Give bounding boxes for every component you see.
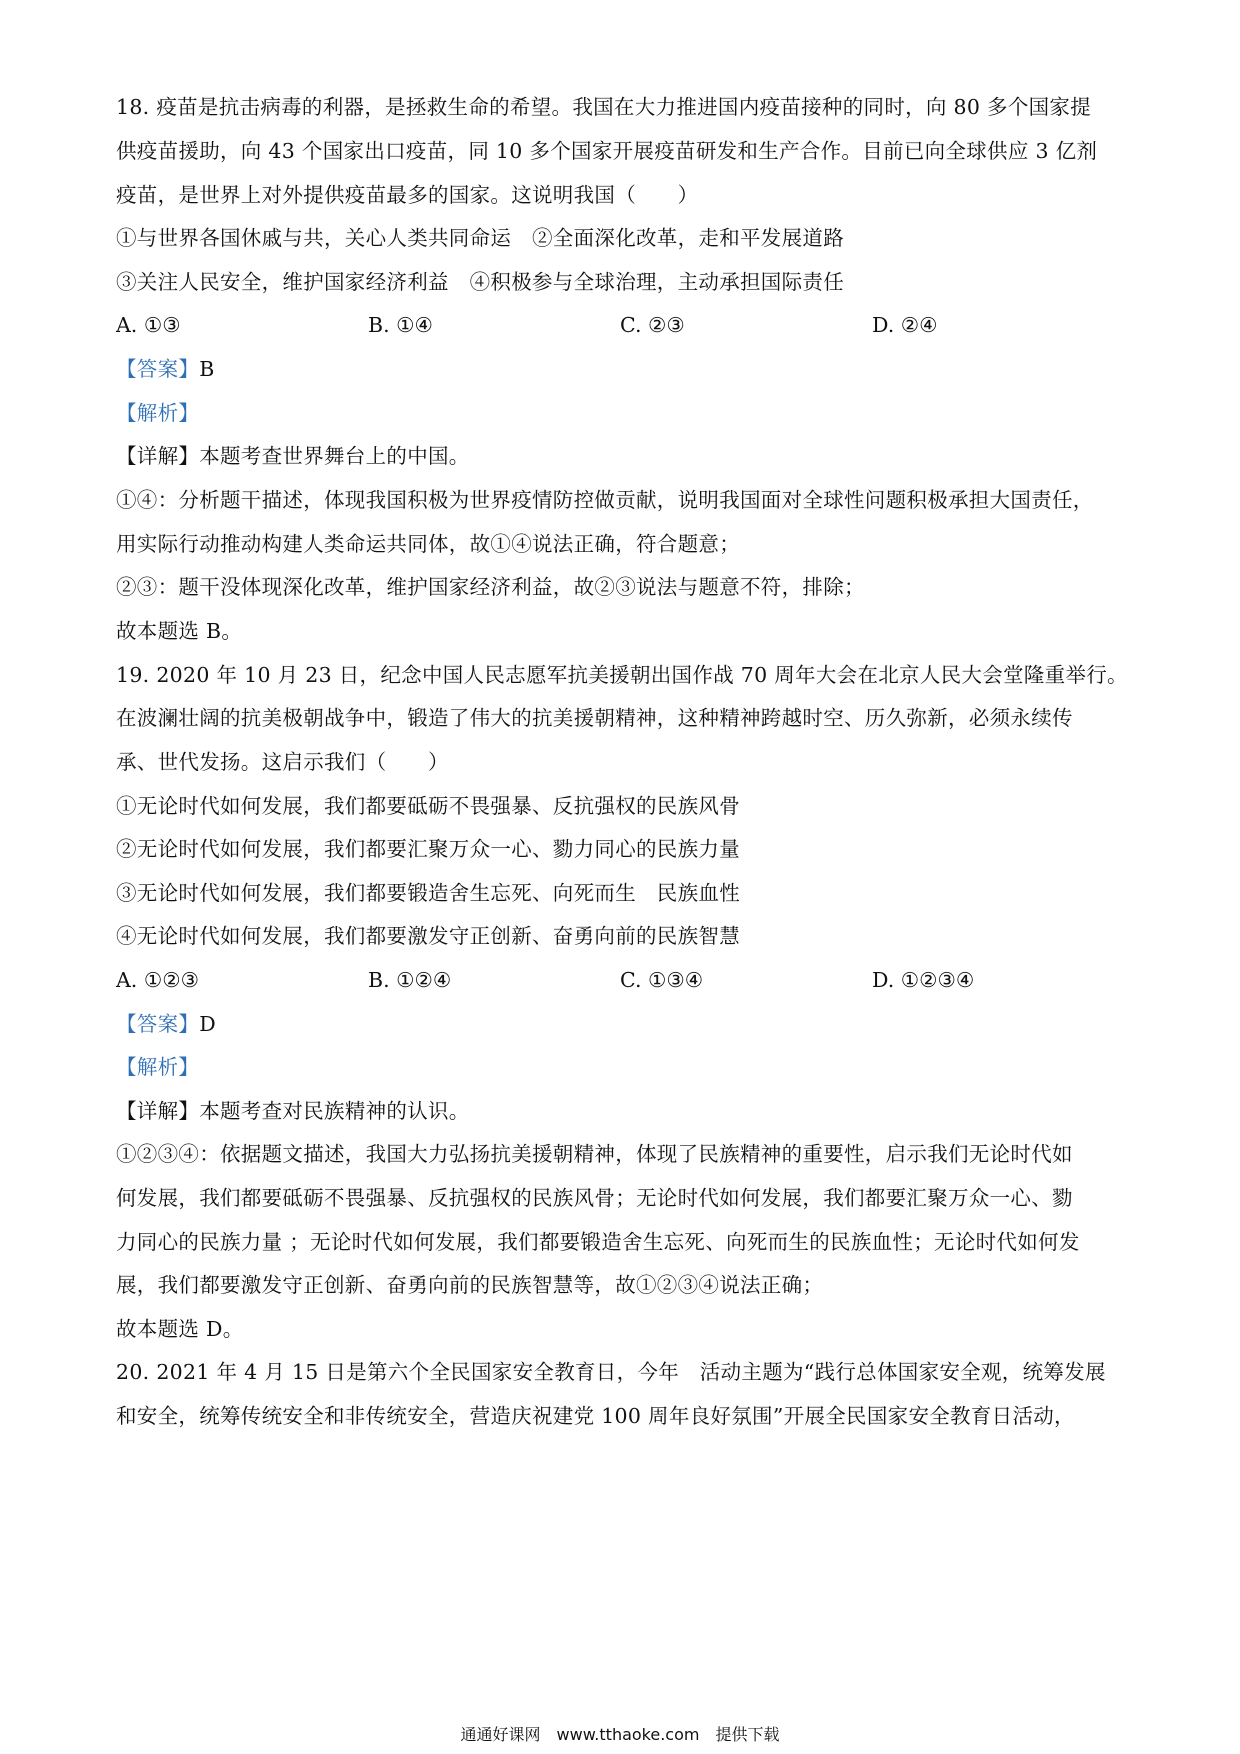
q20-stem-line-1: 20. 2021 年 4 月 15 日是第六个全民国家安全教育日，今年 活动主题为“践行总体国家安全观，统筹发展: [116, 1360, 1106, 1384]
q19-detail: [116, 1096, 1136, 1126]
q19-detail-text: 本题考查对民族精神的认识。: [199, 1099, 470, 1123]
q18-answer-value: B: [199, 357, 215, 381]
q19-statement-4: ④无论时代如何发展，我们都要激发守正创新、奋勇向前的民族智慧: [116, 924, 740, 948]
q18-answer-label: 【答案】: [116, 357, 200, 381]
q19-explanation-3: 力同心的民族力量 ；无论时代如何发展，我们都要锻造舍生忘死、向死而生的民族血性；无论时代如何发: [116, 1230, 1080, 1254]
q19-option-c: C. ①③④: [620, 968, 704, 992]
q18-stem-line-2: 供疫苗援助，向 43 个国家出口疫苗，同 10 多个国家开展疫苗研发和生产合作。目前已向全球供应 3 亿剂: [116, 139, 1098, 163]
q19-explanation-4: 展，我们都要激发守正创新、奋勇向前的民族智慧等，故①②③④说法正确；: [116, 1273, 824, 1297]
q18-explanation-3: ②③：题干没体现深化改革，维护国家经济利益，故②③说法与题意不符，排除；: [116, 575, 865, 599]
q19-explanation-2: 何发展，我们都要砥砺不畏强暴、反抗强权的民族风骨；无论时代如何发展，我们都要汇聚万众一心、勠: [116, 1186, 1073, 1210]
q19-detail-label: 【详解】: [116, 1099, 200, 1123]
q18-explanation-4: 故本题选 B。: [116, 619, 243, 643]
page-footer: 通通好课网 www.tthaoke.com 提供下载: [460, 1725, 780, 1744]
q19-option-a: A. ①②③: [116, 968, 199, 992]
q18-option-d: D. ②④: [872, 313, 938, 337]
q19-explanation-1: ①②③④：依据题文描述，我国大力弘扬抗美援朝精神，体现了民族精神的重要性，启示我们无论时代如: [116, 1142, 1073, 1166]
q18-option-c: C. ②③: [620, 313, 685, 337]
q18-stem-line-3: 疫苗，是世界上对外提供疫苗最多的国家。这说明我国（ ）: [116, 183, 699, 207]
q18-analysis-label: 【解析】: [116, 401, 200, 425]
q19-answer: [116, 1009, 1136, 1039]
q19-stem-line-3: 承、世代发扬。这启示我们（ ）: [116, 750, 449, 774]
q18-detail: [116, 441, 1136, 471]
q18-explanation-2: 用实际行动推动构建人类命运共同体，故①④说法正确，符合题意；: [116, 532, 740, 556]
q18-detail-text: 本题考查世界舞台上的中国。: [199, 444, 470, 468]
q18-explanation-1: ①④：分析题干描述，体现我国积极为世界疫情防控做贡献，说明我国面对全球性问题积极承担大国责任，: [116, 488, 1094, 512]
q18-answer: [116, 354, 1136, 384]
q18-option-b: B. ①④: [368, 313, 433, 337]
q18-statement-1: ①与世界各国休戚与共，关心人类共同命运 ②全面深化改革，走和平发展道路: [116, 226, 844, 250]
q19-answer-value: D: [199, 1012, 216, 1036]
q20-stem-line-2: 和安全，统筹传统安全和非传统安全，营造庆祝建党 100 周年良好氛围”开展全民国家安全教育日活动，: [116, 1404, 1075, 1428]
q19-option-d: D. ①②③④: [872, 968, 975, 992]
q19-option-b: B. ①②④: [368, 968, 452, 992]
q18-option-a: A. ①③: [116, 313, 181, 337]
q19-statement-3: ③无论时代如何发展，我们都要锻造舍生忘死、向死而生 民族血性: [116, 881, 740, 905]
q19-answer-label: 【答案】: [116, 1012, 200, 1036]
q18-statement-2: ③关注人民安全，维护国家经济利益 ④积极参与全球治理，主动承担国际责任: [116, 270, 844, 294]
q19-explanation-5: 故本题选 D。: [116, 1317, 244, 1341]
q19-analysis-label: 【解析】: [116, 1055, 200, 1079]
q18-stem-line-1: 18. 疫苗是抗击病毒的利器，是拯救生命的希望。我国在大力推进国内疫苗接种的同时，向 80 多个国家提: [116, 95, 1092, 119]
q19-statement-1: ①无论时代如何发展，我们都要砥砺不畏强暴、反抗强权的民族风骨: [116, 794, 740, 818]
q19-stem-line-2: 在波澜壮阔的抗美极朝战争中，锻造了伟大的抗美援朝精神，这种精神跨越时空、历久弥新，必须永续传: [116, 706, 1073, 730]
q19-stem-line-1: 19. 2020 年 10 月 23 日，纪念中国人民志愿军抗美援朝出国作战 70 周年大会在北京人民大会堂隆重举行。: [116, 663, 1128, 687]
q18-detail-label: 【详解】: [116, 444, 200, 468]
q19-statement-2: ②无论时代如何发展，我们都要汇聚万众一心、勠力同心的民族力量: [116, 837, 740, 861]
